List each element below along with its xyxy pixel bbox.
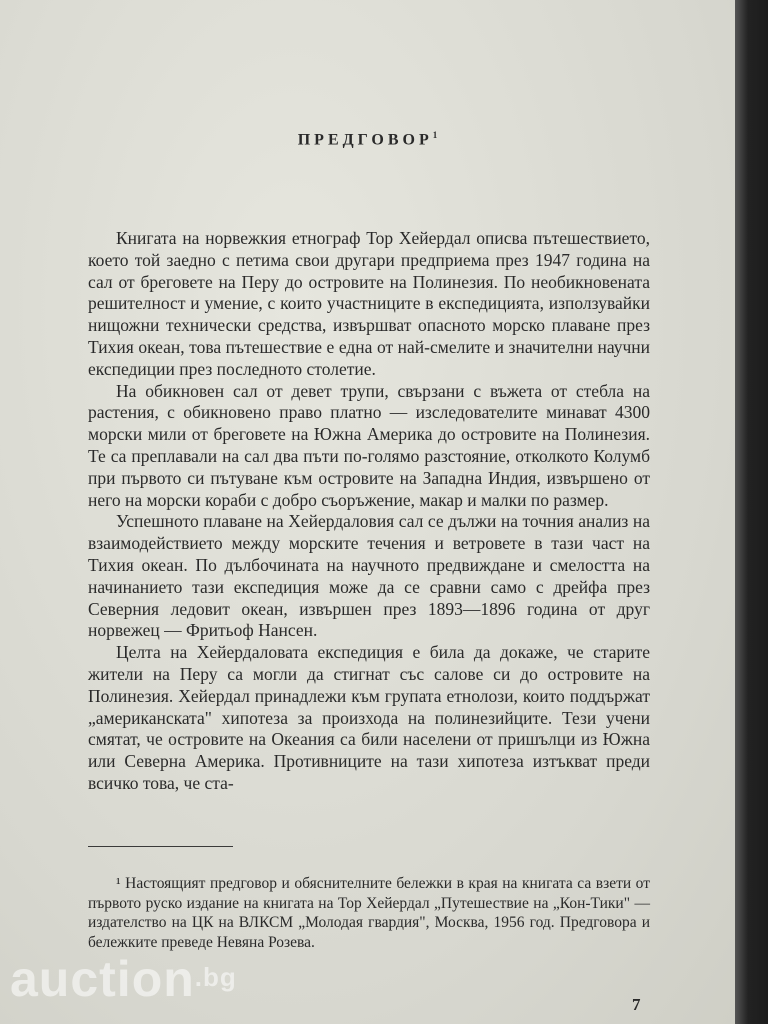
page-number: 7: [632, 995, 641, 1014]
watermark-text: auction: [10, 951, 195, 1007]
footnote-text: ¹ Настоящият предговор и обяснителните бележки в края на книгата са взети от първото руско издание на книгата на Тор Хейердал „Путешествие на „Кон-Тики" — издателство на ЦК на ВЛКСМ „Молодая гвардия", Москва, 1956 год. Предговора и бележките преведе Невяна Розева.: [88, 875, 650, 951]
watermark-suffix: .bg: [194, 962, 237, 992]
body-text: [88, 228, 650, 795]
page-title: [0, 130, 735, 149]
book-binding-edge: [735, 0, 768, 1024]
footnote-divider: [88, 846, 233, 847]
footnote: [88, 874, 650, 952]
title-footnote-marker: 1: [432, 130, 438, 140]
paragraph-2: На обикновен сал от девет трупи, свързани с въжета от стебла на растения, с обикновено право платно — изследователите минават 4300 морски мили от бреговете на Южна Америка до островите на Полинезия. Те са преплавали на сал два пъти по-голямо разстояние, отколкото Колумб при първото си пътуване към островите на Западна Индия, извършено от него на морски кораби с добро съоръжение, макар и малки по размер.: [88, 380, 650, 510]
watermark-logo: [10, 950, 237, 1008]
paragraph-4: Целта на Хейердаловата експедиция е била да докаже, че старите жители на Перу са могли да стигнат със салове си до островите на Полинезия. Хейердал принадлежи към групата етнолози, които поддържат „американската" хипотеза за произхода на полинезийците. Тези учени смятат, че островите на Океания са били населени от пришълци из Южна или Северна Америка. Противниците на тази хипотеза изтъкват преди всичко това, че ста-: [88, 642, 650, 793]
paragraph-1: Книгата на норвежкия етнограф Тор Хейердал описва пътешествието, което той заедно с петима свои другари предприема през 1947 година на сал от бреговете на Перу до островите на Полинезия. По необикновената решителност и умение, с които участниците в експедицията, използувайки нищожни технически средства, извършват опасното морско плаване през Тихия океан, това пътешествие е една от най-смелите и значителни научни експедиции през последното столетие.: [88, 228, 650, 379]
paragraph-3: Успешното плаване на Хейердаловия сал се дължи на точния анализ на взаимодействието между морските течения и ветровете в тази част на Тихия океан. По дълбочината на научното предвиждане и смелостта на начинанието тази експедиция може да се сравни само с дрейфа през Северния ледовит океан, извършен през 1893—1896 година от друг норвежец — Фритьоф Нансен.: [88, 511, 650, 641]
title-text: ПРЕДГОВОР: [297, 131, 433, 149]
